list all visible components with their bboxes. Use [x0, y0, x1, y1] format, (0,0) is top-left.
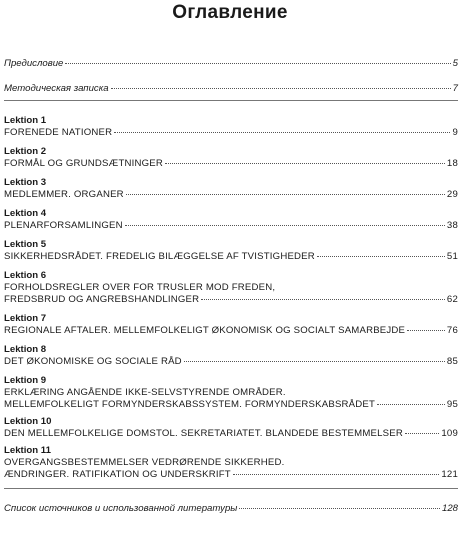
toc-entry-title: Список источников и использованной литературы	[4, 503, 238, 514]
lesson-page: 95	[446, 399, 458, 410]
lesson-page: 9	[452, 127, 458, 138]
separator	[4, 488, 458, 489]
dot-leader	[184, 361, 445, 362]
toc-entry	[4, 294, 458, 306]
lesson-label: Lektion 8	[4, 344, 47, 355]
toc-entry	[4, 251, 458, 263]
page-title: Оглавление	[172, 2, 288, 23]
lesson-title: ÆNDRINGER. RATIFIKATION OG UNDERSKRIFT	[4, 469, 231, 480]
lesson-title: DET ØKONOMISKE OG SOCIALE RÅD	[4, 356, 182, 367]
lesson-title-line: OVERGANGSBESTEMMELSER VEDRØRENDE SIKKERHED.	[4, 457, 285, 468]
toc-entry-page: 128	[441, 503, 458, 514]
lesson-label: Lektion 9	[4, 375, 47, 386]
toc-entry	[4, 158, 458, 170]
lesson-page: 18	[446, 158, 458, 169]
lesson-title-line: FORHOLDSREGLER OVER FOR TRUSLER MOD FREDEN,	[4, 282, 276, 293]
dot-leader	[111, 88, 451, 89]
toc-entry-methodical-note[interactable]	[4, 83, 458, 95]
lesson-label: Lektion 5	[4, 239, 47, 250]
lesson-page: 62	[446, 294, 458, 305]
lesson-title: DEN MELLEMFOLKELIGE DOMSTOL. SEKRETARIATET. BLANDEDE BESTEMMELSER	[4, 428, 403, 439]
lesson-page: 38	[446, 220, 458, 231]
dot-leader	[165, 163, 445, 164]
lesson-page: 85	[446, 356, 458, 367]
lesson-title: FREDSBRUD OG ANGREBSHANDLINGER	[4, 294, 200, 305]
toc-lesson-7[interactable]	[4, 313, 458, 337]
toc-lesson-11[interactable]	[4, 445, 458, 481]
separator	[4, 100, 458, 101]
toc-lesson-3[interactable]	[4, 177, 458, 201]
lesson-title: PLENARFORSAMLINGEN	[4, 220, 123, 231]
lesson-title: MEDLEMMER. ORGANER	[4, 189, 124, 200]
toc-lesson-6[interactable]	[4, 270, 458, 306]
dot-leader	[407, 330, 445, 331]
toc-entry-bibliography[interactable]	[4, 503, 458, 515]
toc-entry	[4, 469, 458, 481]
lesson-page: 51	[446, 251, 458, 262]
lesson-page: 109	[441, 428, 458, 439]
lesson-page: 121	[441, 469, 458, 480]
dot-leader	[405, 433, 439, 434]
lesson-label: Lektion 7	[4, 313, 47, 324]
lesson-label: Lektion 2	[4, 146, 47, 157]
dot-leader	[125, 225, 445, 226]
dot-leader	[233, 474, 440, 475]
lesson-title: REGIONALE AFTALER. MELLEMFOLKELIGT ØKONOMISK OG SOCIALT SAMARBEJDE	[4, 325, 406, 336]
lesson-label: Lektion 1	[4, 115, 47, 126]
toc-entry	[4, 356, 458, 368]
toc-entry-preface[interactable]	[4, 58, 458, 70]
lesson-label: Lektion 11	[4, 445, 51, 456]
lesson-label: Lektion 4	[4, 208, 47, 219]
dot-leader	[317, 256, 445, 257]
lesson-title: FORMÅL OG GRUNDSÆTNINGER	[4, 158, 164, 169]
toc-lesson-5[interactable]	[4, 239, 458, 263]
lesson-title: FORENEDE NATIONER	[4, 127, 113, 138]
toc-lesson-2[interactable]	[4, 146, 458, 170]
table-of-contents	[4, 55, 458, 515]
lesson-title-line: ERKLÆRING ANGÅENDE IKKE-SELVSTYRENDE OMRÅDER.	[4, 387, 286, 398]
toc-lesson-9[interactable]	[4, 375, 458, 411]
dot-leader	[239, 508, 440, 509]
toc-entry	[4, 220, 458, 232]
toc-lesson-10[interactable]	[4, 416, 458, 440]
toc-entry	[4, 189, 458, 201]
dot-leader	[126, 194, 445, 195]
dot-leader	[377, 404, 445, 405]
lesson-title: MELLEMFOLKELIGT FORMYNDERSKABSSYSTEM. FORMYNDERSKABSRÅDET	[4, 399, 376, 410]
lesson-page: 76	[446, 325, 458, 336]
lesson-label: Lektion 6	[4, 270, 47, 281]
toc-lesson-4[interactable]	[4, 208, 458, 232]
toc-entry	[4, 127, 458, 139]
toc-entry	[4, 428, 458, 440]
toc-entry-page: 5	[452, 58, 458, 69]
toc-entry-title: Предисловие	[4, 58, 64, 69]
dot-leader	[201, 299, 445, 300]
toc-lesson-8[interactable]	[4, 344, 458, 368]
dot-leader	[114, 132, 450, 133]
lesson-page: 29	[446, 189, 458, 200]
lesson-title: SIKKERHEDSRÅDET. FREDELIG BILÆGGELSE AF TVISTIGHEDER	[4, 251, 315, 262]
lesson-label: Lektion 3	[4, 177, 47, 188]
toc-entry	[4, 325, 458, 337]
toc-entry-page: 7	[452, 83, 458, 94]
toc-entry-title: Методическая записка	[4, 83, 109, 94]
toc-lesson-1[interactable]	[4, 115, 458, 139]
lesson-label: Lektion 10	[4, 416, 52, 427]
toc-entry	[4, 399, 458, 411]
dot-leader	[65, 63, 450, 64]
